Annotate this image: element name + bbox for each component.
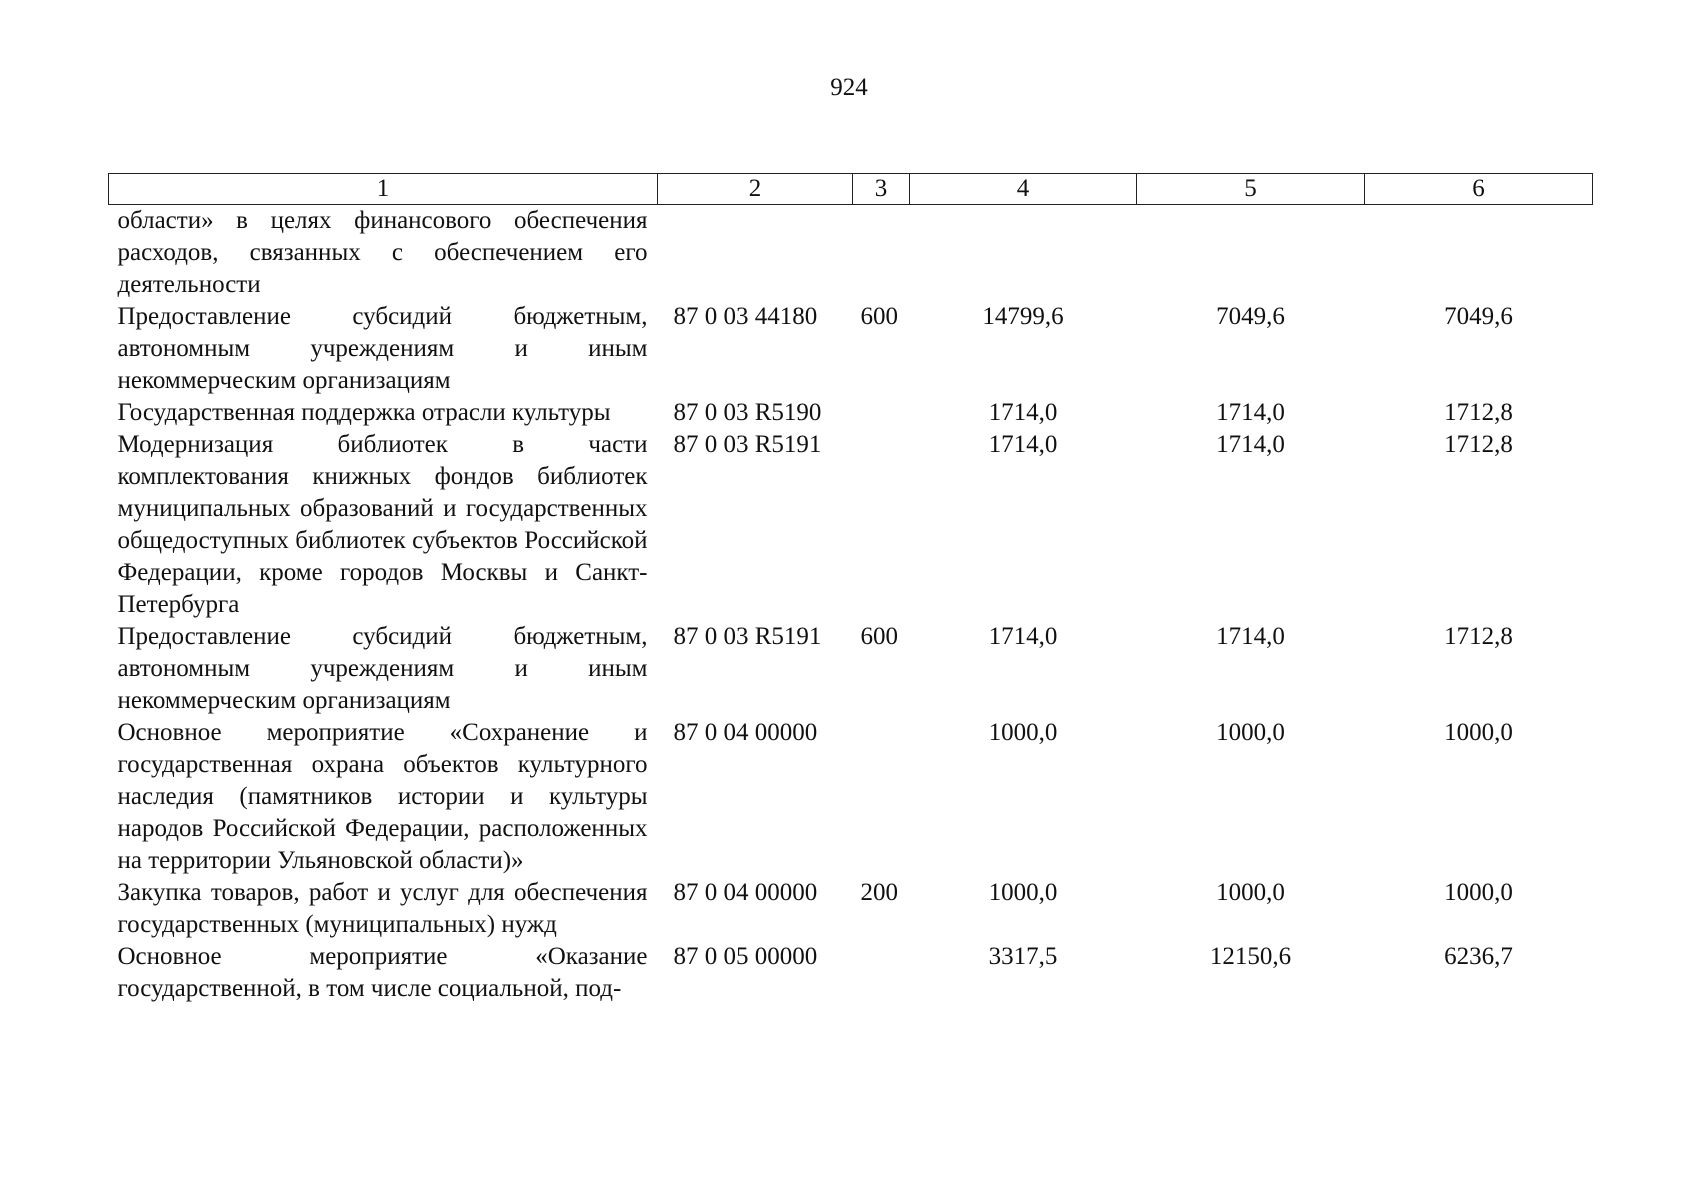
- row-value-5: 1000,0: [1216, 719, 1285, 746]
- column-header-6: 6: [1365, 174, 1593, 205]
- column-header-2: 2: [658, 174, 853, 205]
- row-type: [853, 717, 910, 877]
- row-value-5: 1714,0: [1216, 623, 1285, 650]
- table-row: [109, 397, 1593, 429]
- table-row: [109, 717, 1593, 877]
- table-row: [109, 877, 1593, 941]
- table-row: [109, 941, 1593, 1005]
- row-code: 87 0 03 R5191: [673, 623, 822, 650]
- row-value-6: 6236,7: [1444, 943, 1513, 970]
- row-value-5: 1000,0: [1216, 879, 1285, 906]
- row-value-4: 14799,6: [982, 303, 1064, 330]
- row-name: Модернизация библиотек в части комплектования книжных фондов библиотек муниципальных образований и государственных общедоступных библиотек субъектов Российской Федерации, кроме городов Москвы и Санкт-Петербурга: [117, 431, 648, 618]
- row-code: 87 0 03 R5191: [673, 431, 822, 458]
- row-value-5: 1714,0: [1216, 431, 1285, 458]
- row-code: 87 0 03 R5190: [673, 399, 822, 426]
- row-type: [853, 205, 910, 302]
- row-name: Предоставление субсидий бюджетным, автономным учреждениям и иным некоммерческим организациям: [117, 303, 648, 394]
- row-code: 87 0 04 00000: [673, 879, 818, 906]
- row-name: Государственная поддержка отрасли культуры: [117, 399, 611, 426]
- column-header-1: 1: [109, 174, 658, 205]
- row-name: Основное мероприятие «Оказание государственной, в том числе социальной, под-: [117, 943, 648, 1002]
- row-value-6: 7049,6: [1444, 303, 1513, 330]
- table-row: [109, 429, 1593, 621]
- row-value-6: 1000,0: [1444, 719, 1513, 746]
- row-value-4: 1714,0: [988, 431, 1058, 458]
- table-row: [109, 301, 1593, 397]
- column-header-5: 5: [1137, 174, 1365, 205]
- row-type: [853, 429, 910, 621]
- budget-table: [108, 173, 1593, 1005]
- row-value-4: 1000,0: [988, 719, 1058, 746]
- row-value-4: 1714,0: [988, 399, 1058, 426]
- table-row: [109, 621, 1593, 717]
- row-type: 600: [860, 623, 898, 650]
- row-value-5: [1137, 205, 1365, 302]
- header-row: [109, 174, 1593, 205]
- row-code: 87 0 05 00000: [673, 943, 818, 970]
- row-value-6: 1000,0: [1444, 879, 1513, 906]
- row-type: [853, 397, 910, 429]
- row-value-4: 1000,0: [988, 879, 1058, 906]
- row-code: 87 0 03 44180: [673, 303, 818, 330]
- row-value-4: [910, 205, 1137, 302]
- row-name: Предоставление субсидий бюджетным, автономным учреждениям и иным некоммерческим организациям: [117, 623, 648, 714]
- row-value-6: 1712,8: [1444, 623, 1513, 650]
- row-value-4: 3317,5: [988, 943, 1058, 970]
- row-value-5: 12150,6: [1209, 943, 1292, 970]
- row-code: [658, 205, 853, 302]
- row-value-4: 1714,0: [988, 623, 1058, 650]
- column-header-4: 4: [910, 174, 1137, 205]
- row-type: 200: [860, 879, 898, 906]
- row-value-6: [1365, 205, 1593, 302]
- column-header-3: 3: [853, 174, 910, 205]
- row-name: Закупка товаров, работ и услуг для обеспечения государственных (муниципальных) нужд: [117, 879, 648, 938]
- row-type: [853, 941, 910, 1005]
- row-value-5: 7049,6: [1216, 303, 1285, 330]
- row-value-6: 1712,8: [1444, 399, 1513, 426]
- row-value-6: 1712,8: [1444, 431, 1513, 458]
- row-name: области» в целях финансового обеспечения расходов, связанных с обеспечением его деятельности: [117, 207, 648, 298]
- row-type: 600: [860, 303, 898, 330]
- row-value-5: 1714,0: [1216, 399, 1285, 426]
- page-number: 924: [830, 74, 868, 101]
- table-row: [109, 205, 1593, 302]
- row-code: 87 0 04 00000: [673, 719, 818, 746]
- row-name: Основное мероприятие «Сохранение и государственная охрана объектов культурного наследия (памятников истории и культуры народов Российской Федерации, расположенных на территории Ульяновской области)»: [117, 719, 648, 874]
